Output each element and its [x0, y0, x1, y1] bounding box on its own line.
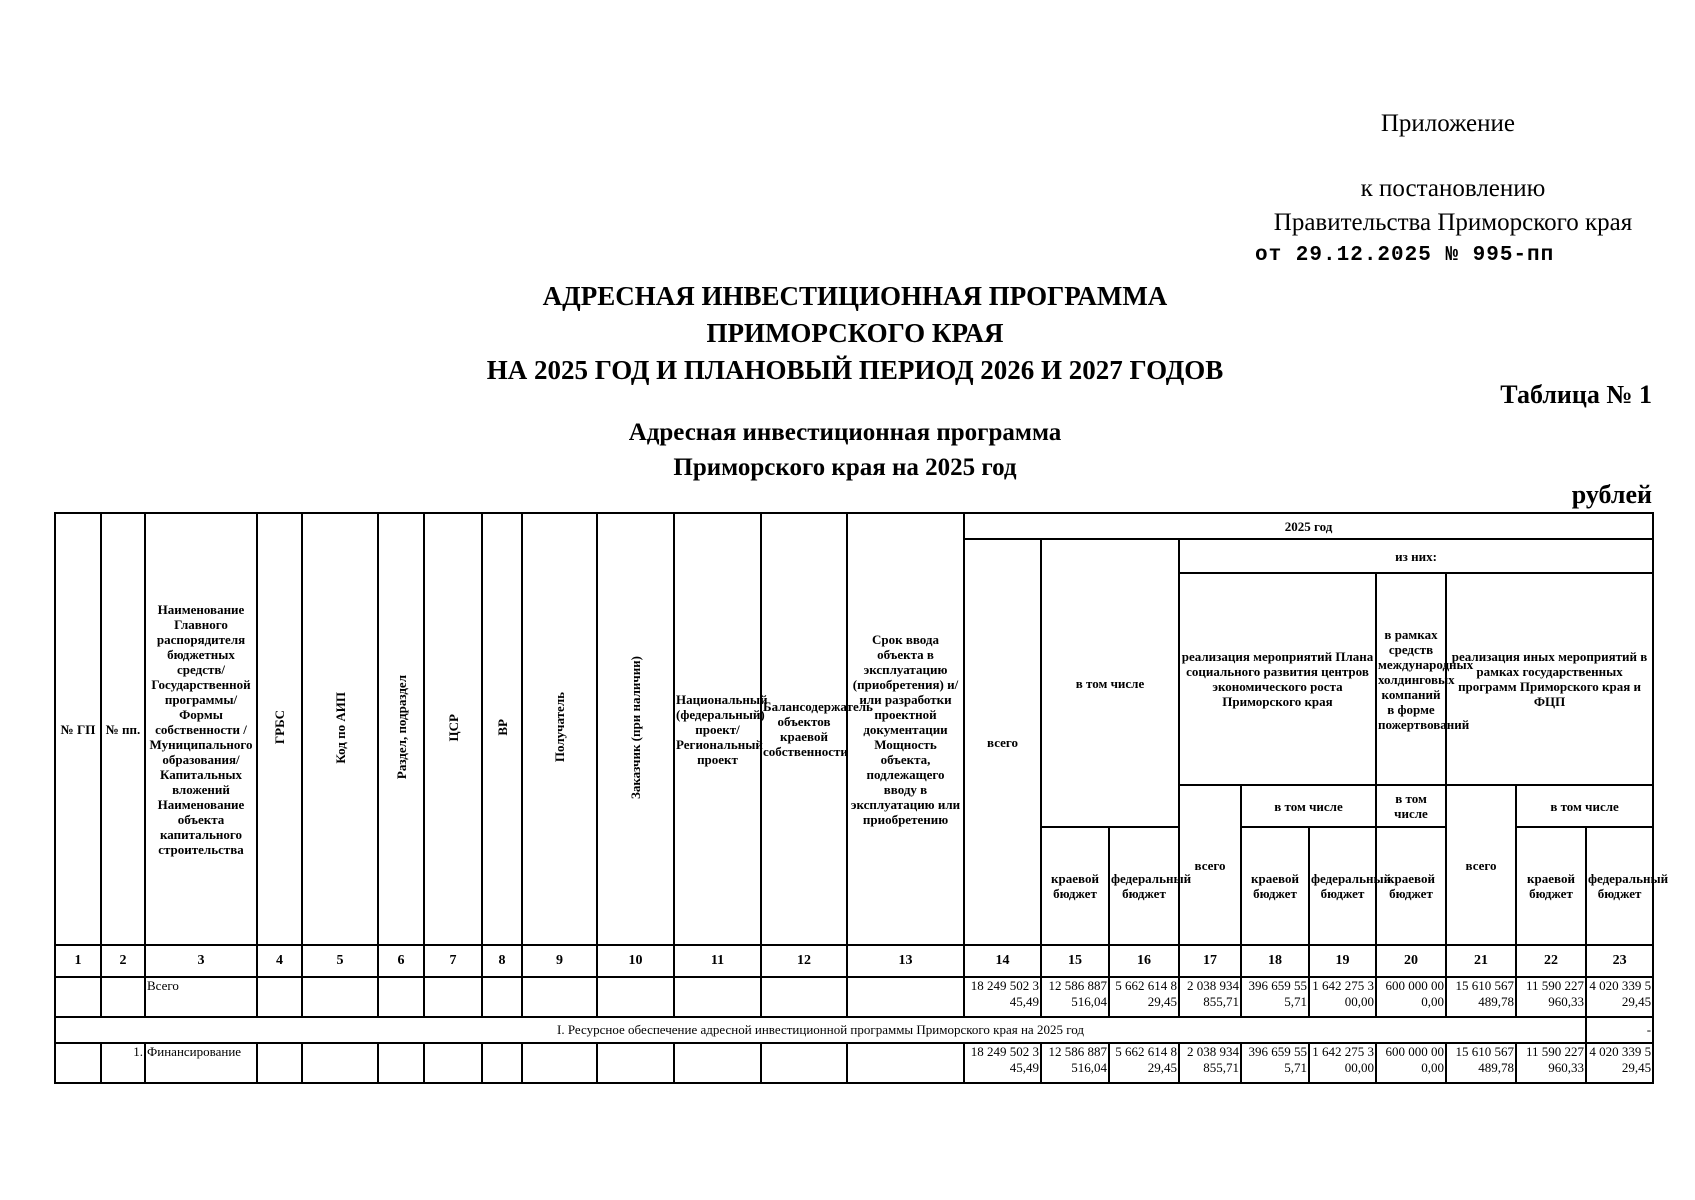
col-vr-label: ВР — [494, 719, 510, 736]
appendix-label: Приложение — [1380, 110, 1515, 137]
row-label: Всего — [145, 977, 257, 1017]
table-row-financing — [55, 1043, 1653, 1083]
col-number: 4 — [257, 945, 302, 977]
col-csr — [424, 513, 482, 945]
value-cell: 15 610 567 489,78 — [1446, 1043, 1516, 1083]
decree-line-1: к постановлению — [1360, 175, 1546, 202]
cell-empty — [302, 977, 378, 1017]
col-number: 13 — [847, 945, 964, 977]
col-recipient — [522, 513, 597, 945]
col-number: 7 — [424, 945, 482, 977]
table-number: Таблица № 1 — [1500, 380, 1652, 409]
col-number: 15 — [1041, 945, 1109, 977]
section-dash: - — [1586, 1017, 1653, 1043]
col-20-regional: краевой бюджет — [1376, 827, 1446, 945]
value-cell: 2 038 934 855,71 — [1179, 977, 1241, 1017]
col-csr-label: ЦСР — [445, 713, 461, 742]
value-cell: 1 642 275 300,00 — [1309, 1043, 1376, 1083]
col-number: 3 — [145, 945, 257, 977]
col-19-federal: федеральный бюджет — [1309, 827, 1376, 945]
value-cell: 600 000 000,00 — [1376, 977, 1446, 1017]
col-number: 11 — [674, 945, 761, 977]
table-subtitle — [530, 415, 1160, 485]
col-donations-group: в рамках средств международных холдинговых компаний в форме пожертвований — [1376, 573, 1446, 785]
col-national-project: Национальный (федеральный) проект/ Региональный проект — [674, 513, 761, 945]
col-grbs — [257, 513, 302, 945]
col-balance-holder: Балансодержатель объектов краевой собственности — [761, 513, 847, 945]
cell-empty — [674, 977, 761, 1017]
col-grbs-label: ГРБС — [272, 710, 287, 745]
col-18-regional: краевой бюджет — [1241, 827, 1309, 945]
cell-empty — [378, 977, 424, 1017]
col-plan-including: в том числе — [1241, 785, 1376, 827]
col-total: всего — [964, 539, 1041, 945]
cell-empty — [597, 1043, 674, 1083]
cell-empty — [302, 1043, 378, 1083]
col-number: 16 — [1109, 945, 1179, 977]
value-cell: 11 590 227 960,33 — [1516, 977, 1586, 1017]
col-item-number: № пп. — [101, 513, 145, 945]
col-gp-number: № ГП — [55, 513, 101, 945]
investment-program-table — [54, 512, 1669, 1084]
col-number: 22 — [1516, 945, 1586, 977]
col-number: 9 — [522, 945, 597, 977]
col-recipient-label: Получатель — [552, 692, 567, 763]
col-aip-code — [302, 513, 378, 945]
col-customer-label: Заказчик (при наличии) — [628, 656, 643, 799]
row-label: Финансирование — [145, 1043, 257, 1083]
units-label: рублей — [1571, 480, 1652, 509]
decree-reference — [1243, 172, 1663, 240]
cell-empty — [482, 1043, 522, 1083]
cell-empty — [482, 977, 522, 1017]
col-customer — [597, 513, 674, 945]
col-year-2025: 2025 год — [964, 513, 1653, 539]
document-title — [380, 278, 1330, 389]
table-row-total — [55, 977, 1653, 1017]
cell-empty — [101, 977, 145, 1017]
cell-empty — [55, 977, 101, 1017]
col-including: в том числе — [1041, 539, 1179, 827]
col-number: 21 — [1446, 945, 1516, 977]
value-cell: 18 249 502 345,49 — [964, 1043, 1041, 1083]
value-cell: 12 586 887 516,04 — [1041, 977, 1109, 1017]
cell-empty — [257, 977, 302, 1017]
value-cell: 11 590 227 960,33 — [1516, 1043, 1586, 1083]
value-cell: 600 000 000,00 — [1376, 1043, 1446, 1083]
col-section — [378, 513, 424, 945]
cell-empty — [597, 977, 674, 1017]
col-number: 20 — [1376, 945, 1446, 977]
cell-empty — [522, 1043, 597, 1083]
col-other-group: реализация иных мероприятий в рамках государственных программ Приморского края и ФЦП — [1446, 573, 1653, 785]
cell-empty — [847, 977, 964, 1017]
col-number: 19 — [1309, 945, 1376, 977]
value-cell: 2 038 934 855,71 — [1179, 1043, 1241, 1083]
cell-empty — [55, 1043, 101, 1083]
col-number: 12 — [761, 945, 847, 977]
col-15-regional: краевой бюджет — [1041, 827, 1109, 945]
cell-empty — [522, 977, 597, 1017]
col-number: 10 — [597, 945, 674, 977]
value-cell: 15 610 567 489,78 — [1446, 977, 1516, 1017]
value-cell: 12 586 887 516,04 — [1041, 1043, 1109, 1083]
col-other-including: в том числе — [1516, 785, 1653, 827]
col-number: 18 — [1241, 945, 1309, 977]
value-cell: 396 659 555,71 — [1241, 977, 1309, 1017]
cell-empty — [761, 977, 847, 1017]
col-number: 2 — [101, 945, 145, 977]
cell-empty — [761, 1043, 847, 1083]
col-number: 14 — [964, 945, 1041, 977]
cell-empty — [424, 977, 482, 1017]
subtitle-line-2: Приморского края на 2025 год — [673, 454, 1017, 481]
col-number: 1 — [55, 945, 101, 977]
col-plan-group: реализация мероприятий Плана социального развития центров экономического роста Приморского края — [1179, 573, 1376, 785]
title-line-3: НА 2025 ГОД И ПЛАНОВЫЙ ПЕРИОД 2026 И 2027 ГОДОВ — [486, 355, 1224, 385]
col-number: 6 — [378, 945, 424, 977]
col-number: 23 — [1586, 945, 1653, 977]
value-cell: 4 020 339 529,45 — [1586, 977, 1653, 1017]
value-cell: 5 662 614 829,45 — [1109, 1043, 1179, 1083]
value-cell: 4 020 339 529,45 — [1586, 1043, 1653, 1083]
cell-empty — [378, 1043, 424, 1083]
col-16-federal: федеральный бюджет — [1109, 827, 1179, 945]
col-commissioning: Срок ввода объекта в эксплуатацию (приобретения) и/или разработки проектной документации Мощность объекта, подлежащего вводу в эксплуатацию или приобретению — [847, 513, 964, 945]
value-cell: 396 659 555,71 — [1241, 1043, 1309, 1083]
col-plan-total: всего — [1179, 785, 1241, 945]
column-numbers-row — [55, 945, 1653, 977]
cell-empty — [424, 1043, 482, 1083]
title-line-2: ПРИМОРСКОГО КРАЯ — [706, 318, 1004, 348]
col-other-total: всего — [1446, 785, 1516, 945]
value-cell: 18 249 502 345,49 — [964, 977, 1041, 1017]
decree-line-2: Правительства Приморского края — [1273, 209, 1633, 236]
col-aip-code-label: Код по АИП — [332, 691, 348, 764]
col-section-label: Раздел, подраздел — [393, 675, 409, 780]
subtitle-line-1: Адресная инвестиционная программа — [628, 419, 1062, 446]
cell-empty — [257, 1043, 302, 1083]
col-name: Наименование Главного распорядителя бюджетных средств/Государственной программы/ Формы собственности /Муниципального образования/Капитальных вложений Наименование объекта капитального строительства — [145, 513, 257, 945]
table-row-section — [55, 1017, 1653, 1043]
col-number: 17 — [1179, 945, 1241, 977]
col-of-them: из них: — [1179, 539, 1653, 573]
value-cell: 5 662 614 829,45 — [1109, 977, 1179, 1017]
col-number: 8 — [482, 945, 522, 977]
cell-empty — [674, 1043, 761, 1083]
col-23-federal: федеральный бюджет — [1586, 827, 1653, 945]
col-donations-including: в том числе — [1376, 785, 1446, 827]
col-22-regional: краевой бюджет — [1516, 827, 1586, 945]
row-number: 1. — [101, 1043, 145, 1083]
decree-date: от 29.12.2025 № 995-пп — [1255, 244, 1555, 267]
col-vr — [482, 513, 522, 945]
cell-empty — [847, 1043, 964, 1083]
col-number: 5 — [302, 945, 378, 977]
value-cell: 1 642 275 300,00 — [1309, 977, 1376, 1017]
section-title: I. Ресурсное обеспечение адресной инвестиционной программы Приморского края на 2025 год — [55, 1017, 1586, 1043]
title-line-1: АДРЕСНАЯ ИНВЕСТИЦИОННАЯ ПРОГРАММА — [542, 281, 1168, 311]
